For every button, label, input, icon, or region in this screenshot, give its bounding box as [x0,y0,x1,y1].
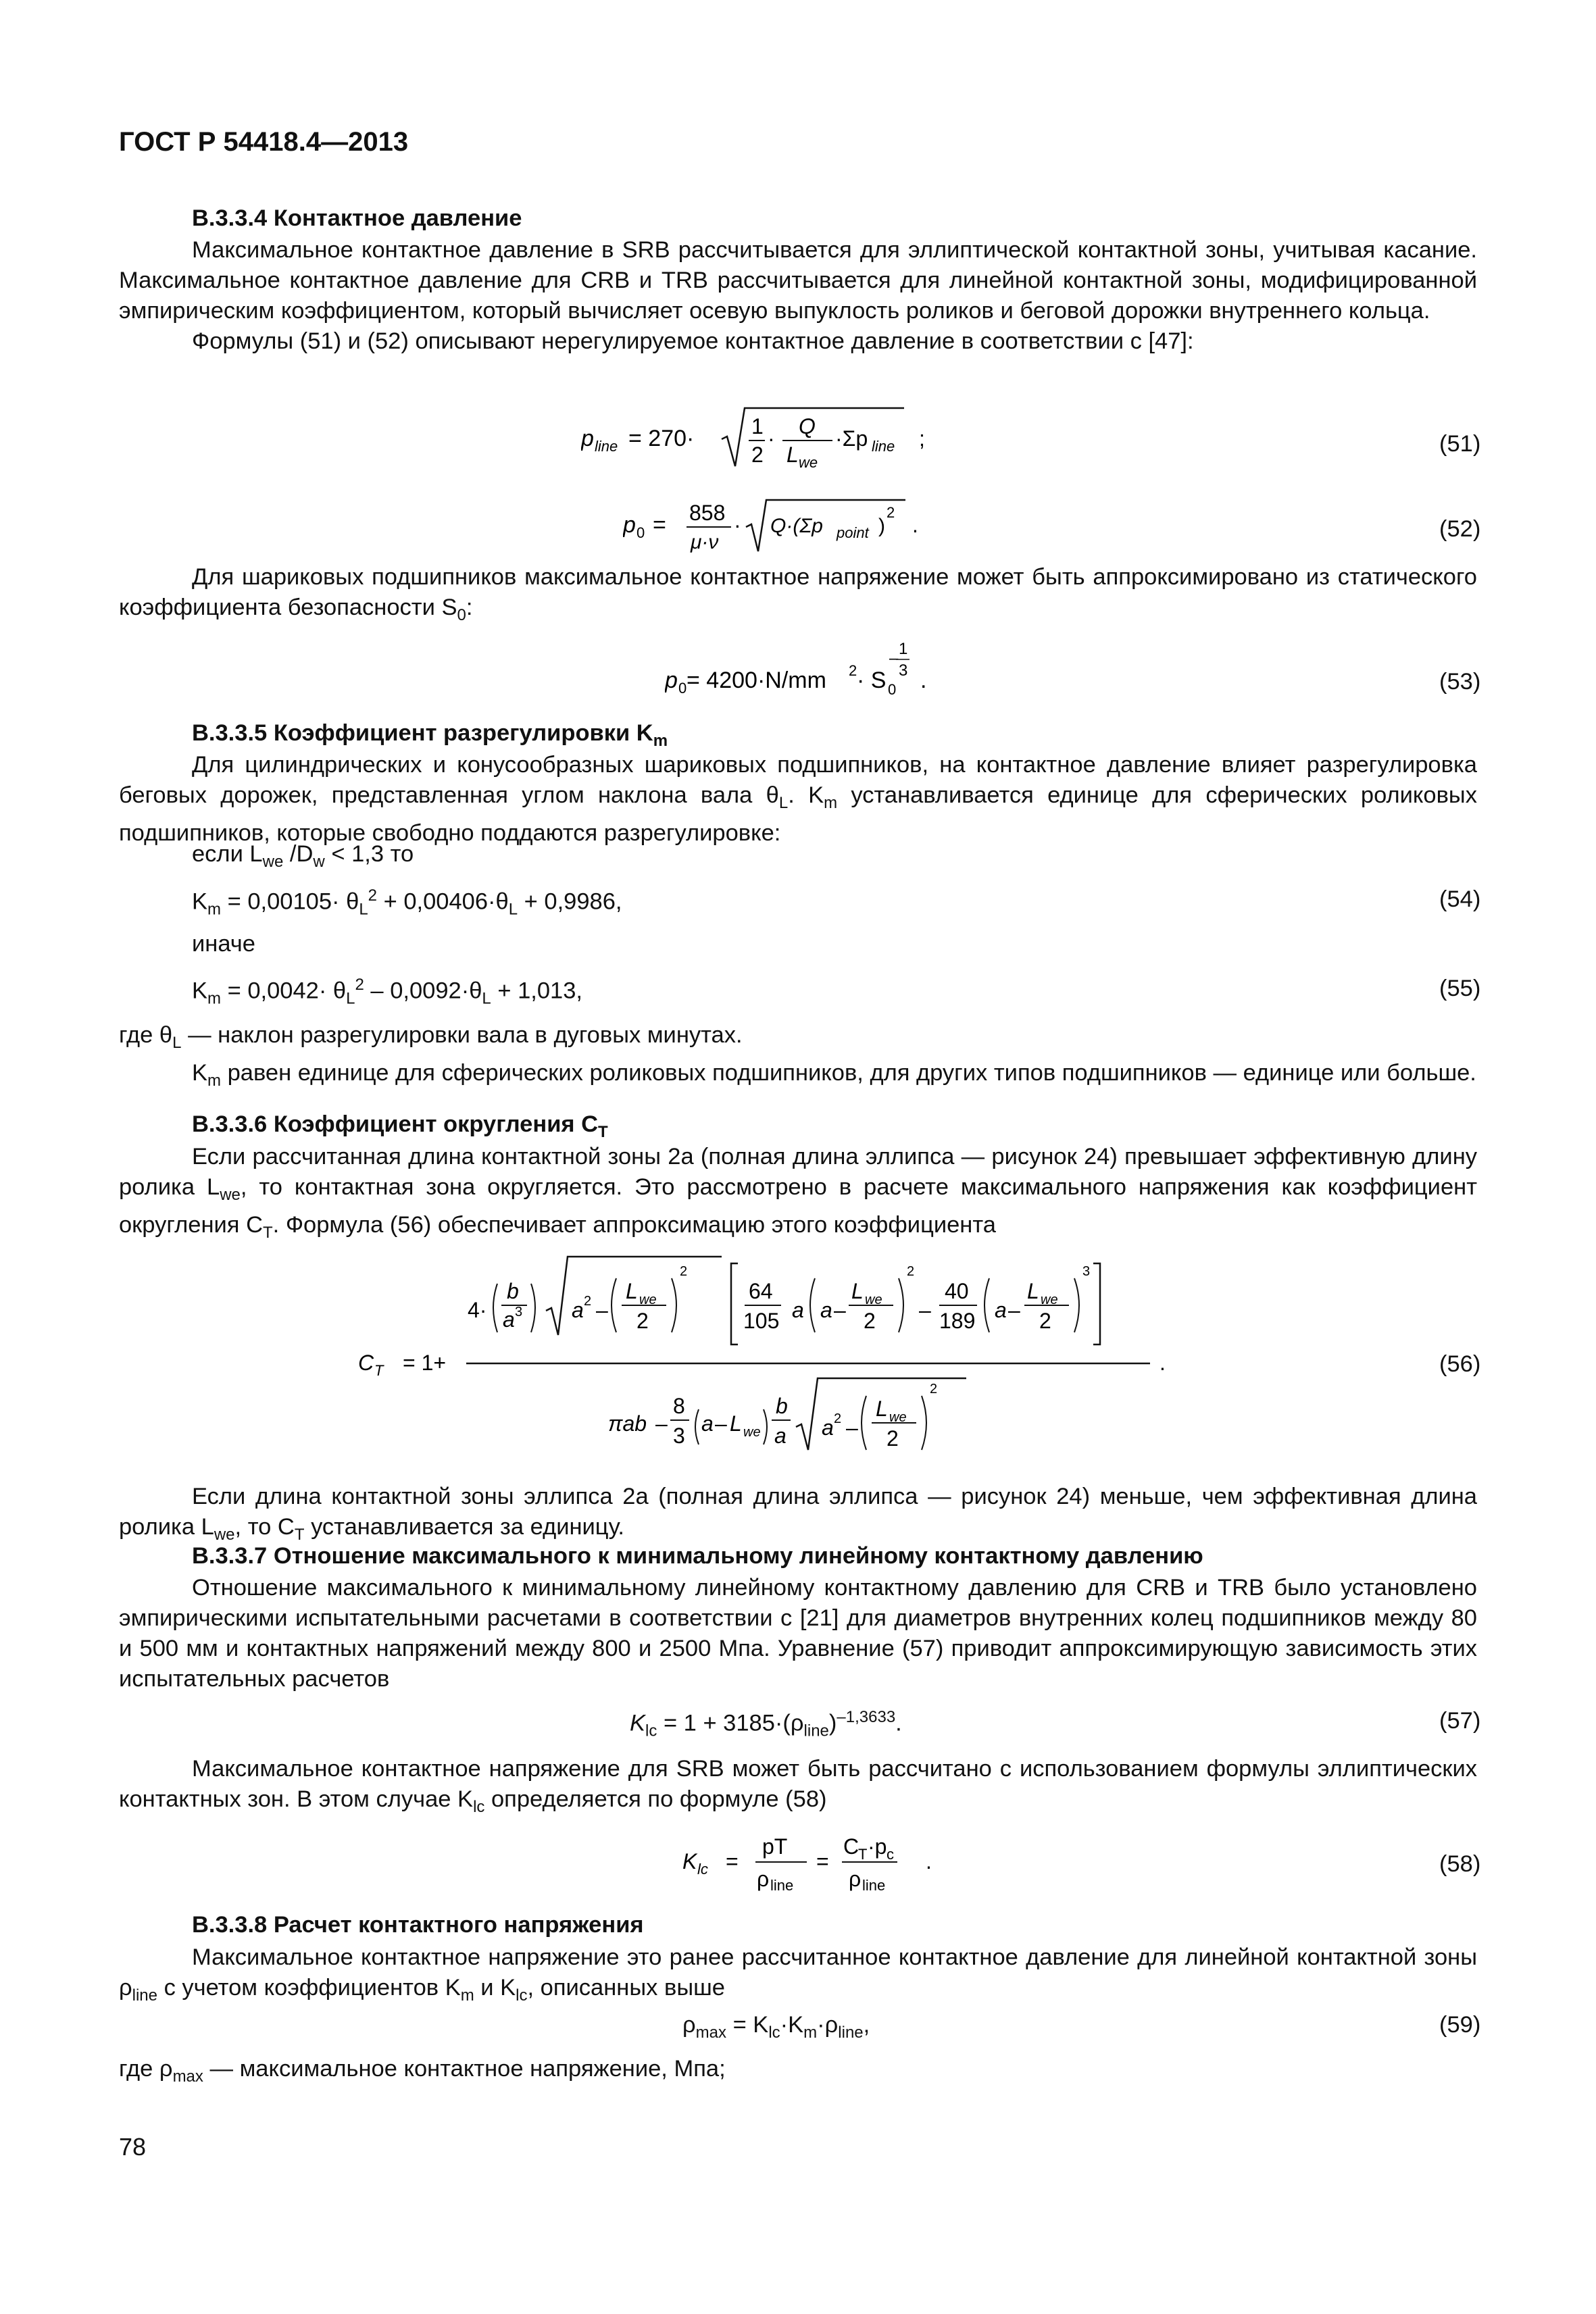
equation-number: (56) [1439,1351,1481,1377]
paragraph-text [119,1942,1477,2011]
bracket-close [1093,1263,1100,1344]
paren [695,1409,699,1444]
num2-sub: T [858,1846,868,1863]
formula-lhs: C [358,1351,374,1375]
radicand: Q·(Σp [770,515,823,537]
text: = 0,00105· θ [221,888,359,915]
text: + 1,013, [491,978,583,1004]
section-title-b334: В.3.3.4 Контактное давление [192,205,522,231]
we: we [639,1292,657,1307]
text: , описанных выше [527,1975,725,2001]
paragraph-text: Максимальное контактное давление в SRB рассчитывается для эллиптической контактной зоны, учитывая касание. Максимальное контактное давление для CRB и TRB рассчитывается для линейной контактной зоны, модифицированной эмпирическим коэффициентом, который вычисляет осевую выпуклость роликов и беговой дорожки внутреннего кольца. [119,237,1477,324]
formula-mid: = 4200·N/mm [687,668,826,693]
text: Максимальное контактное напряжение это ранее рассчитанное контактное давление для линейной контактной зоны ρ [119,1944,1477,2001]
paragraph [119,750,1477,849]
we: we [1041,1292,1058,1307]
formula-58 [682,1824,953,1898]
text: — наклон разрегулировки вала в дуговых минутах. [181,1022,743,1048]
L: L [1027,1279,1039,1303]
text: , то C [234,1514,295,1540]
paragraph [119,1942,1477,2011]
radicand-close: ) [878,515,885,537]
text: Для шариковых подшипников максимальное контактное напряжение может быть аппроксимировано из статического коэффициента безопасности S [119,564,1477,620]
paragraph [119,562,1477,630]
sub: max [172,2067,203,2086]
num-four: 4· [468,1298,487,1322]
document-header: ГОСТ Р 54418.4—2013 [119,127,409,157]
sub: lc [768,2023,780,2042]
sup3: 3 [515,1305,523,1319]
semicolon: ; [919,426,925,451]
L: L [851,1279,864,1303]
frac-num-q: Q [799,414,816,438]
formula-lhs-sub: line [595,438,618,455]
sup2: 2 [680,1264,688,1279]
formula-56 [358,1243,1210,1473]
exp-den: 3 [899,661,908,680]
minus: – [1008,1298,1020,1322]
text: . Формула (56) обеспечивает аппроксимацию этого коэффициента [272,1211,996,1238]
minus: – [596,1298,608,1322]
text: K [192,888,208,915]
num2b: ·p [868,1834,887,1859]
sub: w [313,852,325,871]
equation-number: (53) [1439,669,1481,695]
frac-den-l: L [787,443,799,467]
formula-lhs-sub: T [374,1362,384,1379]
L: L [626,1279,638,1303]
formula-mid2: · S [857,668,887,693]
two: 2 [637,1309,649,1333]
pi-ab: πab [608,1411,647,1436]
equation-number: (51) [1439,431,1481,457]
sub: line [132,1986,157,2005]
minus: – [655,1411,668,1436]
text: Если длина контактной зоны эллипса 2a (полная длина эллипса — рисунок 24) меньше, чем эффективная длина ролика L [119,1484,1477,1540]
formula-51 [581,399,959,480]
formula-eq: = [653,512,666,538]
sub: m [824,793,838,812]
a: a [822,1415,834,1440]
sub: max [695,2023,726,2042]
we: we [743,1425,761,1440]
num2-sub2: c [887,1846,894,1863]
text: K [192,1059,208,1086]
text: . K [788,782,824,808]
paragraph [119,1573,1477,1694]
text: В.3.3.5 Коэффициент разрегулировки K [192,720,653,746]
text: < 1,3 то [324,841,414,867]
text: ·ρ [817,2012,839,2038]
dot: · [734,513,741,537]
paragraph [119,235,1477,357]
formula-lhs: K [682,1849,697,1873]
paren [984,1278,989,1332]
sum: ·Σp [835,426,868,451]
sup2: 2 [907,1264,915,1279]
paragraph-text: Отношение максимального к минимальному линейному контактному давлению для CRB и TRB было установлено эмпирическими испытательными расчетами в соответствии с [21] для диаметров внутренних колец подшипников между 80 и 500 мм и контактных напряжений между 800 и 2500 Мпа. Уравнение (57) приводит аппроксимирующую зависимость этих испытательных расчетов [119,1575,1477,1692]
sub: m [207,989,222,1008]
paragraph [119,1754,1477,1822]
text: /D [283,841,314,867]
formula-eq: = 1+ [403,1351,447,1375]
paren [922,1396,926,1450]
text: где θ [119,1022,173,1048]
paragraph-text [119,1058,1477,1096]
bracket-open [731,1263,738,1344]
sup2: 2 [834,1411,842,1426]
equation-number: (59) [1439,2012,1481,2038]
den2: ρ [849,1867,862,1891]
paren [531,1284,535,1332]
a: a [820,1298,832,1322]
paren [862,1396,866,1450]
text: Если рассчитанная длина контактной зоны 2a (полная длина эллипса — рисунок 24) превышает эффективную длину ролика L [119,1144,1477,1200]
paragraph-text [119,1482,1477,1550]
a: a [774,1424,787,1448]
end-dot: . [1159,1351,1166,1375]
two: 2 [887,1426,899,1451]
paragraph-text [119,1754,1477,1822]
paren [672,1278,676,1332]
paragraph-text [119,2054,1477,2092]
sub: line [803,1721,829,1740]
two: 2 [864,1309,876,1333]
paren [899,1278,903,1332]
formula-54 [192,886,622,919]
sup: 2 [355,976,364,994]
paragraph [119,2054,1477,2092]
text: ρ [682,2012,696,2038]
formula-lhs-sub: 0 [678,680,687,697]
sub: L [482,989,491,1008]
text: K [630,1710,646,1736]
paren [810,1278,815,1332]
frac-den: 2 [751,443,764,467]
sup2: 2 [584,1294,592,1309]
equation-number: (58) [1439,1851,1481,1877]
text: , то контактная зона округляется. Это рассмотрено в расчете максимального напряжения как коэффициент округления C [119,1174,1477,1238]
a: a [995,1298,1007,1322]
L: L [876,1397,888,1421]
sub: m [803,2023,818,2042]
sub: lc [473,1797,485,1816]
two: 2 [1039,1309,1051,1333]
text: . [895,1710,902,1736]
text: В.3.3.6 Коэффициент округления C [192,1111,599,1137]
frac-num: 1 [751,414,764,438]
minus: – [715,1411,727,1436]
sup: 2 [368,886,378,905]
n105: 105 [743,1309,780,1333]
n189: 189 [939,1309,976,1333]
text: с учетом коэффициентов K [157,1975,461,2001]
den1: ρ [757,1867,770,1891]
radicand-pow: 2 [887,504,895,521]
eq: = [726,1849,739,1873]
sub: we [262,852,284,871]
sub: L [359,900,368,919]
formula-sup: 2 [849,662,857,679]
text: и K [474,1975,516,2001]
equation-number: (54) [1439,886,1481,912]
section-title-b337: В.3.3.7 Отношение максимального к минимальному линейному контактному давлению [192,1543,1203,1569]
sub: m [653,731,668,750]
num1: pT [762,1834,788,1859]
formula-52 [623,486,961,561]
equation-number: (57) [1439,1708,1481,1734]
paragraph-text [119,562,1477,630]
text-else: иначе [192,931,255,957]
eq: = [816,1849,829,1873]
sub: lc [645,1721,657,1740]
section-title-b335 [192,720,668,751]
formula-lhs-sub: 0 [637,524,645,541]
sup2: 2 [930,1382,938,1397]
text: + 0,9986, [518,888,622,915]
formula-59 [682,2012,870,2042]
section-title-b338: В.3.3.8 Расчет контактного напряжения [192,1912,644,1938]
text: равен единице для сферических роликовых подшипников, для других типов подшипников — единице или больше. [221,1059,1476,1086]
radicand-sub: point [837,524,869,541]
formula-lhs: p [623,512,636,538]
formula-lhs: p [581,426,594,451]
text: если L [192,841,263,867]
minus: – [846,1415,858,1440]
a: a [701,1411,714,1436]
text: = K [726,2012,769,2038]
den1-sub: line [770,1877,794,1894]
sub: 0 [457,605,466,624]
section-title-b336 [192,1111,608,1142]
formula-53 [665,634,949,708]
text: + 0,00406·θ [377,888,509,915]
frac-b: b [507,1279,519,1303]
we: we [889,1410,907,1425]
sub: we [214,1525,235,1544]
sub: we [220,1185,241,1204]
sub: T [294,1525,305,1544]
text: ) [828,1710,837,1736]
paren [493,1284,497,1332]
page-number: 78 [119,2133,147,2161]
text: = 1 + 3185·(ρ [657,1710,804,1736]
text: — максимальное контактное напряжение, Мпа; [203,2056,726,2082]
n64: 64 [749,1279,773,1303]
formula-57 [630,1708,902,1740]
paren [764,1409,767,1444]
text: определяется по формуле (58) [484,1786,827,1812]
exp-minus: – [889,649,899,668]
sub: T [262,1223,273,1242]
text: Для цилиндрических и конусообразных шариковых подшипников, на контактное давление влияет разрегулировка беговых дорожек, представленная углом наклона вала θ [119,752,1477,808]
formula-eq: = 270· [628,426,695,451]
sub: m [207,1071,222,1090]
den2-sub: line [862,1877,886,1894]
paragraph-text [119,1020,1477,1058]
text: устанавливается единице для сферических роликовых подшипников, которые свободно поддаются разрегулировке: [119,782,1477,846]
condition [192,841,414,872]
paragraph-text [119,750,1477,849]
text: – 0,0092·θ [364,978,482,1004]
n3: 3 [673,1424,685,1448]
end-dot: . [912,513,918,537]
sub: L [346,989,355,1008]
dot: · [768,426,775,451]
text: устанавливается за единицу. [304,1514,624,1540]
paragraph-text [119,1142,1477,1248]
text: : [466,595,473,620]
sum-sub: line [872,438,895,455]
a: a [572,1298,584,1322]
we: we [865,1292,882,1307]
n8: 8 [673,1394,685,1418]
text: Максимальное контактное напряжение для SRB может быть рассчитано с использованием формулы эллиптических контактных зон. В этом случае K [119,1756,1477,1812]
equation-number: (52) [1439,516,1481,542]
frac-den-sub: we [799,454,818,471]
sub: m [460,1986,474,2005]
end-dot: . [926,1849,932,1873]
a: a [792,1298,804,1322]
formula-55 [192,976,582,1008]
sub: T [598,1122,608,1141]
formula-lhs-sub: lc [697,1861,708,1878]
frac-num: 858 [689,501,726,525]
sub: m [207,900,222,919]
paragraph-text: Формулы (51) и (52) описывают нерегулируемое контактное давление в соответствии с [47]: [192,328,1194,354]
end-dot: . [920,668,927,693]
text: K [192,978,208,1004]
sup: –1,3633 [837,1708,896,1726]
formula-sub2: 0 [888,681,897,698]
text: , [863,2012,870,2038]
L: L [730,1411,742,1436]
sup3: 3 [1082,1264,1091,1279]
frac-a: a [503,1307,515,1332]
paren [612,1278,616,1332]
paragraph [119,1020,1477,1096]
sub: lc [516,1986,528,2005]
exp-num: 1 [899,640,908,658]
minus: – [834,1298,846,1322]
text: = 0,0042· θ [221,978,347,1004]
minus: – [919,1298,931,1322]
frac-den: μ·ν [691,531,719,553]
paren [1074,1278,1079,1332]
num2: C [843,1834,859,1859]
sub: L [508,900,518,919]
b: b [776,1394,788,1418]
n40: 40 [945,1279,969,1303]
paragraph [119,1142,1477,1248]
equation-number: (55) [1439,976,1481,1001]
text: где ρ [119,2056,173,2082]
sub: line [838,2023,864,2042]
text: ·K [780,2012,804,2038]
sub: L [172,1033,182,1052]
paragraph [119,1482,1477,1550]
sub: L [778,793,789,812]
formula-lhs: p [665,668,678,693]
